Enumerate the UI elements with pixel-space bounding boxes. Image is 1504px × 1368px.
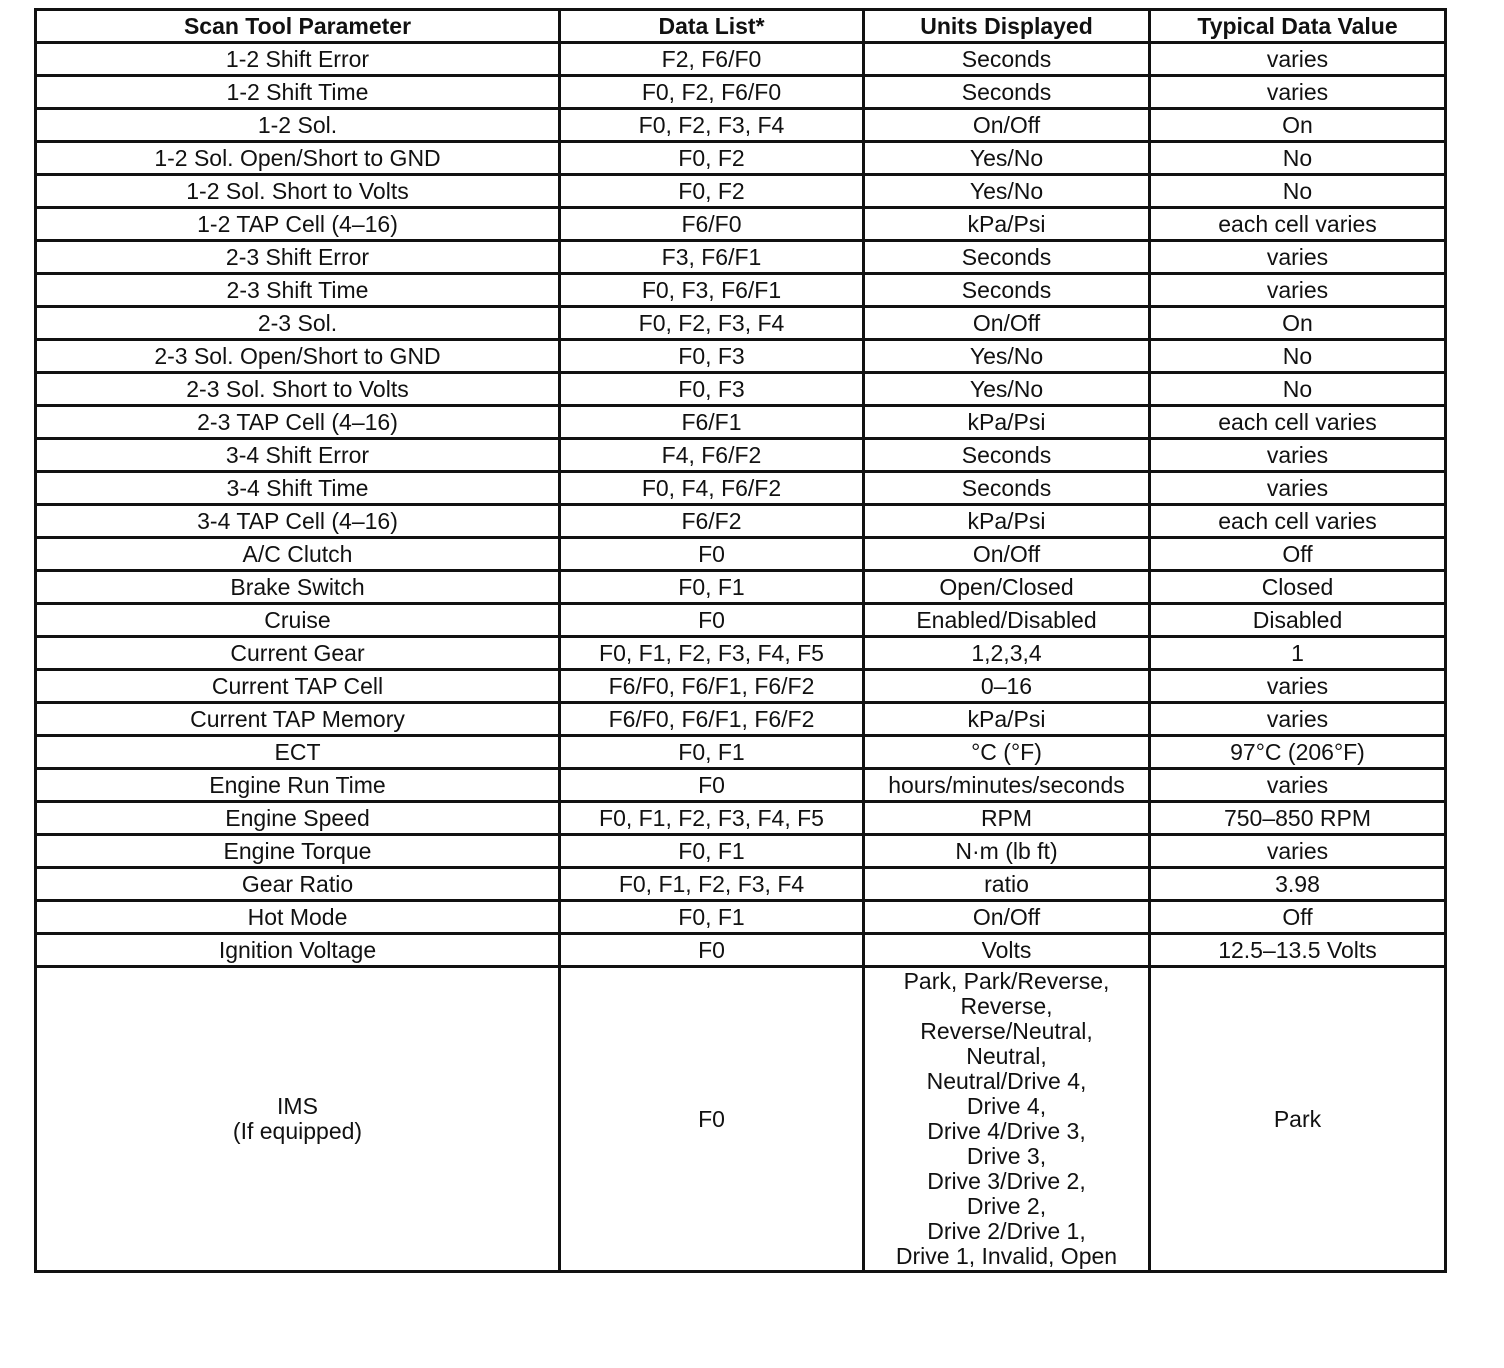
scan-tool-data-table: [34, 8, 1447, 1273]
cell-parameter: A/C Clutch: [36, 538, 560, 571]
cell-units: kPa/Psi: [864, 208, 1150, 241]
cell-parameter: 1-2 Sol.: [36, 109, 560, 142]
cell-units: hours/minutes/seconds: [864, 769, 1150, 802]
table-row: [36, 109, 1446, 142]
cell-parameter: 3-4 Shift Time: [36, 472, 560, 505]
cell-units: Seconds: [864, 43, 1150, 76]
table-row: [36, 142, 1446, 175]
cell-units: [864, 967, 1150, 1272]
cell-typical-value: Park: [1150, 967, 1446, 1272]
table-row: [36, 637, 1446, 670]
cell-units: On/Off: [864, 538, 1150, 571]
cell-data-list: F0, F3, F6/F1: [560, 274, 864, 307]
cell-data-list: F0: [560, 538, 864, 571]
cell-parameter: 3-4 Shift Error: [36, 439, 560, 472]
units-line: Neutral/Drive 4,: [926, 1068, 1087, 1094]
cell-units: Seconds: [864, 472, 1150, 505]
cell-units: ratio: [864, 868, 1150, 901]
cell-parameter: Cruise: [36, 604, 560, 637]
table-row: [36, 703, 1446, 736]
cell-typical-value: Disabled: [1150, 604, 1446, 637]
cell-units: kPa/Psi: [864, 505, 1150, 538]
units-line: Park, Park/Reverse,: [903, 968, 1110, 994]
units-line: Drive 3/Drive 2,: [927, 1168, 1086, 1194]
cell-data-list: F0, F2, F3, F4: [560, 109, 864, 142]
table-row: [36, 736, 1446, 769]
units-line: Drive 2/Drive 1,: [927, 1218, 1086, 1244]
cell-typical-value: No: [1150, 142, 1446, 175]
cell-parameter: 3-4 TAP Cell (4–16): [36, 505, 560, 538]
cell-parameter: Hot Mode: [36, 901, 560, 934]
cell-parameter: 1-2 Sol. Short to Volts: [36, 175, 560, 208]
cell-data-list: F6/F0: [560, 208, 864, 241]
cell-typical-value: 3.98: [1150, 868, 1446, 901]
cell-parameter: 2-3 Sol. Short to Volts: [36, 373, 560, 406]
cell-typical-value: Off: [1150, 901, 1446, 934]
table-row: [36, 43, 1446, 76]
cell-parameter: 2-3 Shift Time: [36, 274, 560, 307]
table-row: [36, 604, 1446, 637]
cell-typical-value: No: [1150, 175, 1446, 208]
header-row: [36, 10, 1446, 43]
cell-parameter: Engine Torque: [36, 835, 560, 868]
units-line: Reverse/Neutral,: [920, 1018, 1093, 1044]
header-units-displayed: Units Displayed: [864, 10, 1150, 43]
cell-units: N·m (lb ft): [864, 835, 1150, 868]
units-line: Reverse,: [960, 993, 1053, 1019]
table-row: [36, 208, 1446, 241]
cell-data-list: F0, F1: [560, 736, 864, 769]
cell-typical-value: varies: [1150, 241, 1446, 274]
cell-data-list: F0, F1: [560, 835, 864, 868]
cell-data-list: F0, F2: [560, 175, 864, 208]
cell-parameter: 1-2 Shift Time: [36, 76, 560, 109]
units-line: Neutral,: [966, 1043, 1047, 1069]
cell-typical-value: 750–850 RPM: [1150, 802, 1446, 835]
table-row: [36, 769, 1446, 802]
cell-units: 1,2,3,4: [864, 637, 1150, 670]
cell-typical-value: varies: [1150, 76, 1446, 109]
cell-typical-value: Closed: [1150, 571, 1446, 604]
cell-units: Enabled/Disabled: [864, 604, 1150, 637]
cell-units: Yes/No: [864, 175, 1150, 208]
cell-typical-value: each cell varies: [1150, 406, 1446, 439]
cell-units: On/Off: [864, 109, 1150, 142]
header-typical-data-value: Typical Data Value: [1150, 10, 1446, 43]
table-row: [36, 340, 1446, 373]
cell-data-list: F0, F4, F6/F2: [560, 472, 864, 505]
cell-typical-value: 1: [1150, 637, 1446, 670]
cell-units: °C (°F): [864, 736, 1150, 769]
cell-typical-value: varies: [1150, 43, 1446, 76]
cell-typical-value: No: [1150, 373, 1446, 406]
cell-data-list: F4, F6/F2: [560, 439, 864, 472]
cell-typical-value: On: [1150, 307, 1446, 340]
cell-data-list: F0, F1: [560, 571, 864, 604]
cell-data-list: F0: [560, 604, 864, 637]
cell-parameter: Engine Speed: [36, 802, 560, 835]
cell-data-list: F0: [560, 967, 864, 1272]
table-row: [36, 571, 1446, 604]
cell-typical-value: 12.5–13.5 Volts: [1150, 934, 1446, 967]
cell-data-list: F6/F2: [560, 505, 864, 538]
cell-units: Volts: [864, 934, 1150, 967]
cell-parameter: Gear Ratio: [36, 868, 560, 901]
cell-typical-value: each cell varies: [1150, 505, 1446, 538]
table-row: [36, 538, 1446, 571]
table-row: [36, 307, 1446, 340]
parameter-line: IMS: [277, 1093, 318, 1119]
cell-parameter: 1-2 Sol. Open/Short to GND: [36, 142, 560, 175]
cell-data-list: F0, F1, F2, F3, F4: [560, 868, 864, 901]
cell-parameter: 1-2 Shift Error: [36, 43, 560, 76]
table-row: [36, 274, 1446, 307]
cell-data-list: F0, F3: [560, 373, 864, 406]
cell-data-list: F0, F2: [560, 142, 864, 175]
cell-parameter: 2-3 Shift Error: [36, 241, 560, 274]
table-row: [36, 241, 1446, 274]
units-line: Drive 4/Drive 3,: [927, 1118, 1086, 1144]
cell-data-list: F0: [560, 934, 864, 967]
cell-units: Yes/No: [864, 373, 1150, 406]
table-row: [36, 373, 1446, 406]
cell-typical-value: Off: [1150, 538, 1446, 571]
table-row: [36, 802, 1446, 835]
cell-units: RPM: [864, 802, 1150, 835]
units-line: Drive 2,: [966, 1193, 1047, 1219]
table-row: [36, 505, 1446, 538]
cell-typical-value: varies: [1150, 769, 1446, 802]
units-line: Drive 4,: [966, 1093, 1047, 1119]
cell-parameter: 2-3 TAP Cell (4–16): [36, 406, 560, 439]
table-row: [36, 406, 1446, 439]
cell-units: Seconds: [864, 274, 1150, 307]
table-row: [36, 868, 1446, 901]
cell-units: On/Off: [864, 901, 1150, 934]
cell-units: Seconds: [864, 76, 1150, 109]
cell-parameter: Current TAP Memory: [36, 703, 560, 736]
cell-data-list: F0, F1: [560, 901, 864, 934]
cell-typical-value: varies: [1150, 439, 1446, 472]
cell-parameter: ECT: [36, 736, 560, 769]
table-row: [36, 901, 1446, 934]
header-data-list: Data List*: [560, 10, 864, 43]
cell-data-list: F6/F0, F6/F1, F6/F2: [560, 670, 864, 703]
table-row: [36, 76, 1446, 109]
table-row: [36, 934, 1446, 967]
cell-units: kPa/Psi: [864, 406, 1150, 439]
cell-data-list: F3, F6/F1: [560, 241, 864, 274]
cell-units: 0–16: [864, 670, 1150, 703]
cell-parameter: Current Gear: [36, 637, 560, 670]
cell-typical-value: 97°C (206°F): [1150, 736, 1446, 769]
cell-data-list: F2, F6/F0: [560, 43, 864, 76]
cell-units: Seconds: [864, 439, 1150, 472]
table-row: [36, 439, 1446, 472]
cell-data-list: F0, F1, F2, F3, F4, F5: [560, 802, 864, 835]
cell-parameter: 2-3 Sol. Open/Short to GND: [36, 340, 560, 373]
cell-parameter: Ignition Voltage: [36, 934, 560, 967]
cell-data-list: F6/F0, F6/F1, F6/F2: [560, 703, 864, 736]
cell-typical-value: varies: [1150, 670, 1446, 703]
cell-typical-value: varies: [1150, 703, 1446, 736]
cell-units: Yes/No: [864, 142, 1150, 175]
cell-typical-value: varies: [1150, 472, 1446, 505]
cell-parameter: [36, 967, 560, 1272]
cell-typical-value: varies: [1150, 274, 1446, 307]
cell-data-list: F0, F2, F6/F0: [560, 76, 864, 109]
cell-typical-value: No: [1150, 340, 1446, 373]
table-row: [36, 175, 1446, 208]
units-line: Drive 3,: [966, 1143, 1047, 1169]
cell-typical-value: varies: [1150, 835, 1446, 868]
cell-units: Seconds: [864, 241, 1150, 274]
table-row: [36, 670, 1446, 703]
table-body: [36, 43, 1446, 1272]
cell-typical-value: On: [1150, 109, 1446, 142]
cell-data-list: F0, F3: [560, 340, 864, 373]
table-row-ims: [36, 967, 1446, 1272]
cell-data-list: F0, F1, F2, F3, F4, F5: [560, 637, 864, 670]
units-line: Drive 1, Invalid, Open: [895, 1243, 1118, 1269]
table-row: [36, 835, 1446, 868]
parameter-line: (If equipped): [232, 1118, 363, 1144]
cell-units: kPa/Psi: [864, 703, 1150, 736]
cell-parameter: Current TAP Cell: [36, 670, 560, 703]
cell-parameter: 1-2 TAP Cell (4–16): [36, 208, 560, 241]
cell-units: Open/Closed: [864, 571, 1150, 604]
cell-units: On/Off: [864, 307, 1150, 340]
cell-data-list: F0: [560, 769, 864, 802]
cell-parameter: Engine Run Time: [36, 769, 560, 802]
cell-data-list: F6/F1: [560, 406, 864, 439]
header-scan-tool-parameter: Scan Tool Parameter: [36, 10, 560, 43]
cell-parameter: 2-3 Sol.: [36, 307, 560, 340]
cell-units: Yes/No: [864, 340, 1150, 373]
cell-typical-value: each cell varies: [1150, 208, 1446, 241]
table-row: [36, 472, 1446, 505]
cell-parameter: Brake Switch: [36, 571, 560, 604]
cell-data-list: F0, F2, F3, F4: [560, 307, 864, 340]
